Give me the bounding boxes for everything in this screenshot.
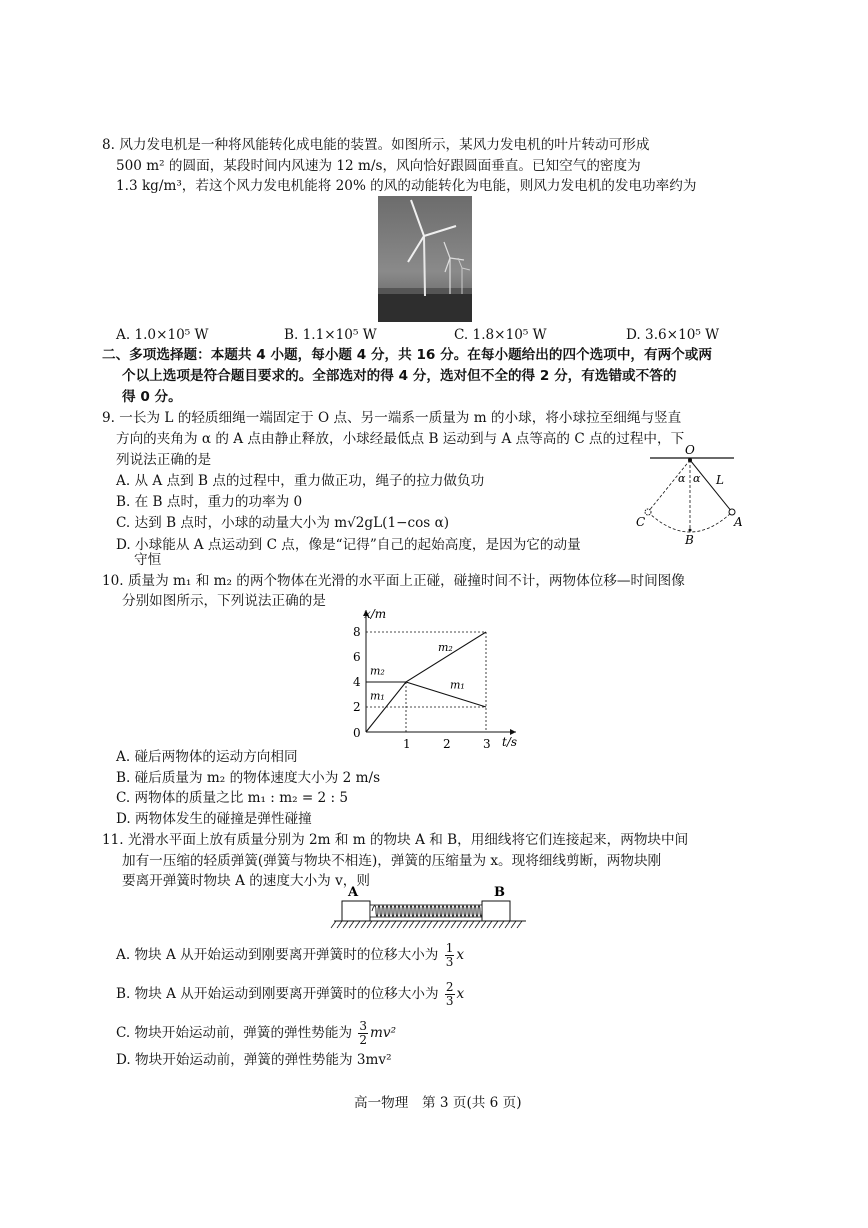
section2-line-1: 二、多项选择题：本题共 4 小题，每小题 4 分，共 16 分。在每小题给出的四个选项中，有两个或两 [102,347,712,363]
ground-hatch [487,921,492,928]
q9-option-a[interactable]: A. 从 A 点到 B 点的过程中，重力做正功，绳子的拉力做负功 [116,473,485,489]
q10-option-c[interactable]: C. 两物体的质量之比 m₁ : m₂ = 2 : 5 [116,790,349,806]
label-b: B [685,533,694,546]
ground-hatch [361,921,366,928]
q8-option-a[interactable]: A. 1.0×10⁵ W [116,327,209,343]
chart-ylabel: x/m [364,607,387,621]
chart-xlabel: t/s [502,735,518,749]
ground-hatch [511,921,516,928]
q9-line-3: 列说法正确的是 [116,452,212,468]
q9-option-b[interactable]: B. 在 B 点时，重力的功率为 0 [116,494,303,510]
q10-option-a[interactable]: A. 碰后两物体的运动方向相同 [116,749,298,765]
tick-origin: 0 [353,726,361,740]
q8-option-b[interactable]: B. 1.1×10⁵ W [284,327,377,343]
ground-hatch [343,921,348,928]
ground-hatch [403,921,408,928]
ground-hatch [385,921,390,928]
ground-hatch [415,921,420,928]
q11-line-2: 加有一压缩的轻质弹簧(弹簧与物块不相连)，弹簧的压缩量为 x。现将细线剪断，两物块刚 [122,853,662,869]
spring-blocks-diagram [330,882,530,930]
label-l: L [716,473,724,487]
y-tick-label: 6 [353,650,361,664]
x-tick-label: 1 [403,737,411,751]
label-alpha-left: α [678,472,686,485]
section2-line-2: 个以上选项是符合题目要求的。全部选对的得 4 分，选对但不全的得 2 分，有选错或不答的 [122,368,677,384]
y-tick-label: 8 [353,625,361,639]
ground-hatch [421,921,426,928]
x-t-graph [326,604,526,752]
ground-hatch [499,921,504,928]
q9-option-c[interactable]: C. 达到 B 点时，小球的动量大小为 m√2gL(1−cos α) [116,515,450,531]
x-tick-label: 3 [483,737,491,751]
ground-hatch [367,921,372,928]
ground-hatch [373,921,378,928]
label-alpha-right: α [693,472,701,485]
ground-hatch [433,921,438,928]
label-c: C [636,515,646,529]
pendulum-diagram [630,440,748,546]
q10-option-b[interactable]: B. 碰后质量为 m₂ 的物体速度大小为 2 m/s [116,770,381,786]
q9-line-1: 9. 一长为 L 的轻质细绳一端固定于 O 点、另一端系一质量为 m 的小球，将小球拉至细绳与竖直 [102,410,682,426]
q8-option-c[interactable]: C. 1.8×10⁵ W [454,327,547,343]
q11-option-c[interactable]: C. 物块开始运动前，弹簧的弹性势能为 $\frac{3}{2}$ mv² [116,1019,397,1047]
q11-line-3: 要离开弹簧时物块 A 的速度大小为 v，则 [122,873,370,889]
y-tick-label: 4 [353,675,361,689]
ground-hatch [355,921,360,928]
ground-hatch [439,921,444,928]
ground-hatch [505,921,510,928]
x-tick-label: 2 [443,737,451,751]
series-label: m₁ [450,678,465,692]
label-o: O [685,443,695,457]
q10-line-2: 分别如图所示，下列说法正确的是 [122,593,326,609]
ground-hatch [391,921,396,928]
ground-hatch [379,921,384,928]
q11-option-b[interactable]: B. 物块 A 从开始运动到刚要离开弹簧时的位移大小为 $\frac{2}{3}$ x [116,980,465,1008]
q10-line-1: 10. 质量为 m₁ 和 m₂ 的两个物体在光滑的水平面上正碰，碰撞时间不计，两物体位移—时间图像 [102,573,685,589]
ground-hatch [475,921,480,928]
ground-hatch [337,921,342,928]
series-label: m₂ [438,640,453,654]
ground-hatch [469,921,474,928]
ground-hatch [451,921,456,928]
ground-hatch [331,921,336,928]
ground-hatch [517,921,522,928]
ground-hatch [397,921,402,928]
y-tick-label: 2 [353,700,361,714]
q11-option-d[interactable]: D. 物块开始运动前，弹簧的弹性势能为 3mv² [116,1052,392,1068]
q10-option-d[interactable]: D. 两物体发生的碰撞是弹性碰撞 [116,811,312,827]
section2-line-3: 得 0 分。 [122,389,182,405]
label-a: A [734,515,743,529]
q8-option-d[interactable]: D. 3.6×10⁵ W [626,327,720,343]
q8-line-3: 1.3 kg/m³，若这个风力发电机能将 20% 的风的动能转化为电能，则风力发电机的发电功率约为 [116,178,697,194]
ground-hatch [457,921,462,928]
q9-option-d[interactable]: D. 小球能从 A 点运动到 C 点，像是“记得”自己的起始高度，是因为它的动量 [116,537,581,553]
ground-hatch [481,921,486,928]
block-a-label: A [348,885,359,900]
q9-line-2: 方向的夹角为 α 的 A 点由静止释放，小球经最低点 B 运动到与 A 点等高的 C 点的过程中，下 [116,431,685,447]
q9-option-d-cont: 守恒 [134,552,162,568]
ground-hatch [409,921,414,928]
q8-line-1: 8. 风力发电机是一种将风能转化成电能的装置。如图所示，某风力发电机的叶片转动可形成 [102,137,650,153]
q11-option-a[interactable]: A. 物块 A 从开始运动到刚要离开弹簧时的位移大小为 $\frac{1}{3}$ x [116,941,465,969]
block-b-label: B [494,885,505,900]
ground-hatch [349,921,354,928]
q11-line-1: 11. 光滑水平面上放有质量分别为 2m 和 m 的物块 A 和 B，用细线将它们连接起来，两物块中间 [102,832,689,848]
wind-turbine-photo [378,196,472,322]
page-footer: 高一物理 第 3 页(共 6 页) [354,1095,522,1111]
ground-hatch [463,921,468,928]
ground-hatch [427,921,432,928]
series-label: m₁ [370,689,385,703]
ground-hatch [493,921,498,928]
series-label: m₂ [370,664,385,678]
ground-hatch [445,921,450,928]
q8-line-2: 500 m² 的圆面，某段时间内风速为 12 m/s，风向恰好跟圆面垂直。已知空气的密度为 [116,158,641,174]
